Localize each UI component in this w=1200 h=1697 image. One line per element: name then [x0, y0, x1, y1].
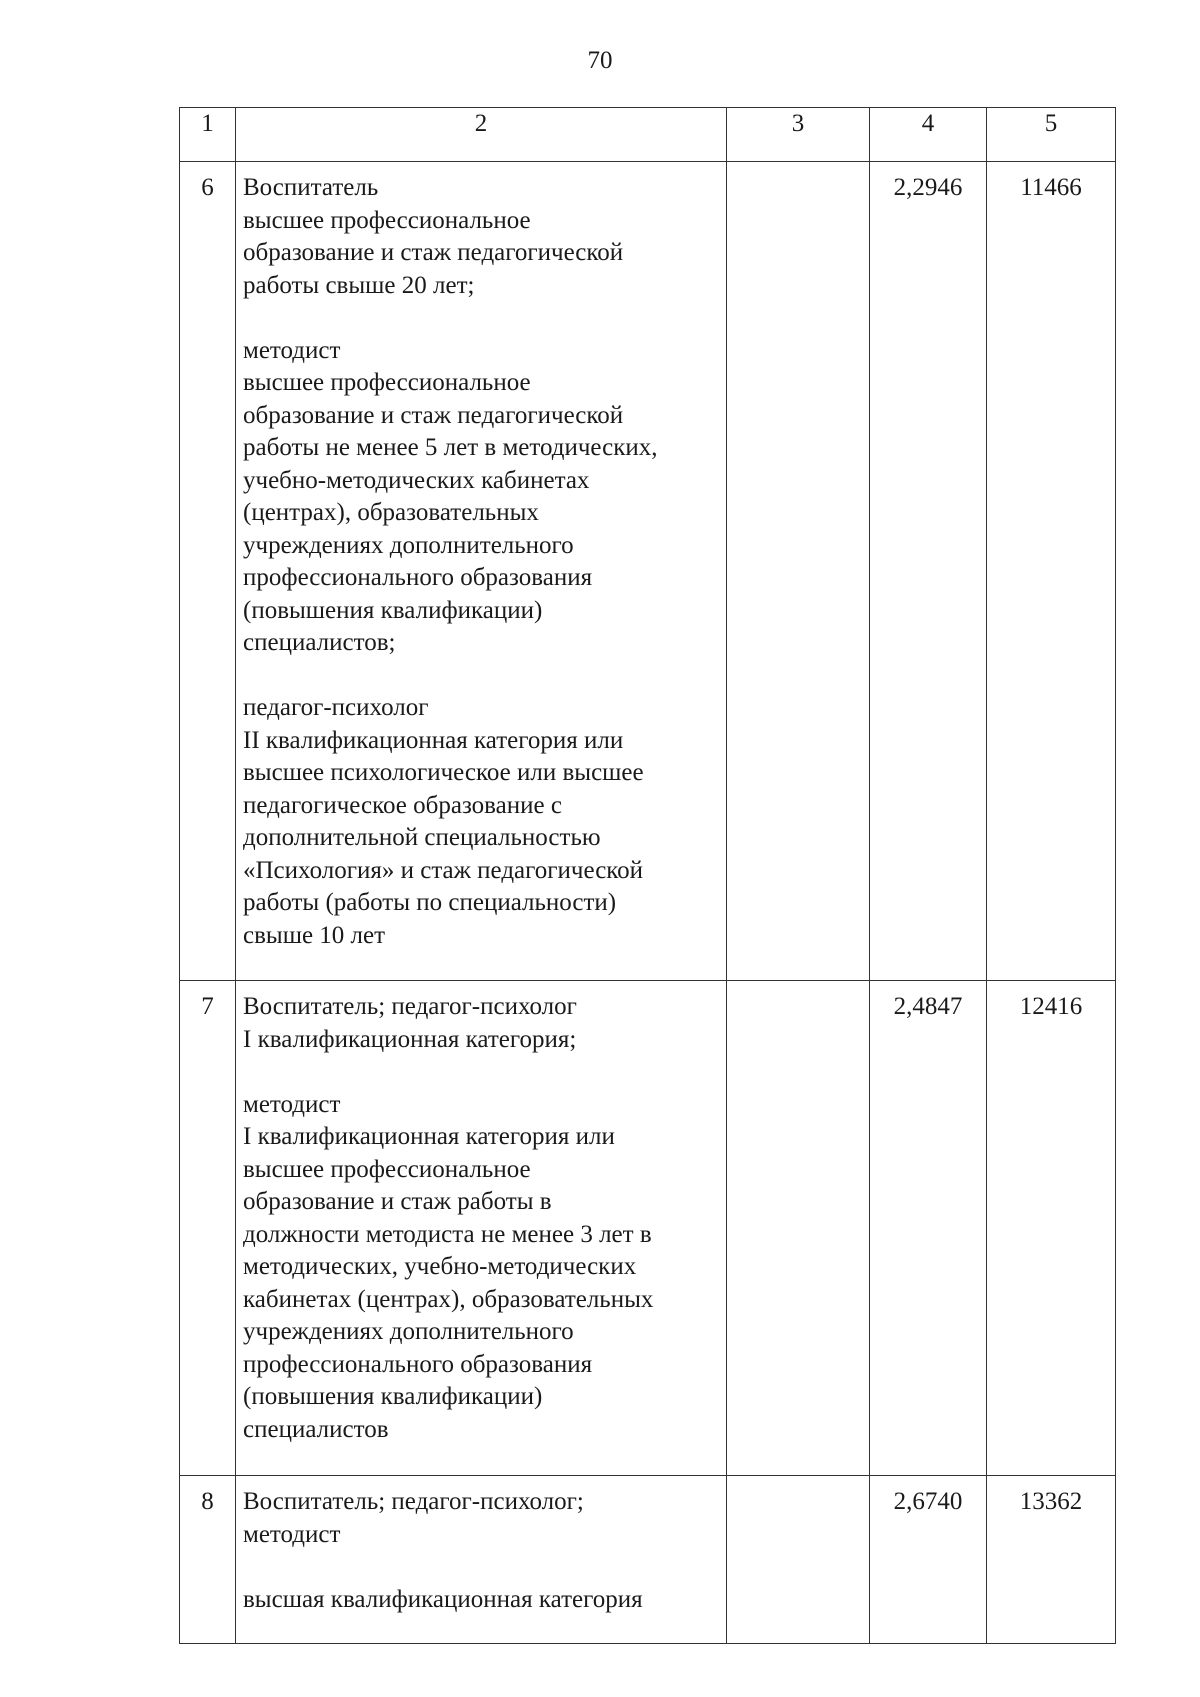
header-cell-5: 5 — [987, 108, 1116, 162]
description-line: высшее профессиональное — [243, 369, 531, 396]
coefficient-cell: 2,4847 — [870, 981, 987, 1476]
description-paragraph — [243, 1584, 718, 1617]
description-line: I квалификационная категория; — [243, 1025, 577, 1053]
header-cell-2: 2 — [236, 108, 727, 162]
salary-cell: 11466 — [987, 162, 1116, 981]
description-line: высшее профессиональное — [243, 206, 531, 234]
description-line: методист — [243, 1520, 341, 1548]
description-line: методист — [243, 1090, 341, 1118]
description-paragraph — [243, 692, 718, 952]
description-line: дополнительной специальностью — [243, 824, 601, 851]
description-line: (центрах), образовательных — [243, 499, 539, 526]
column-3-cell — [727, 981, 870, 1476]
description-line: «Психология» и стаж педагогической — [243, 856, 644, 884]
description-line: высшая квалификационная категория — [243, 1585, 643, 1613]
description-paragraph — [243, 1089, 718, 1447]
row-number: 6 — [180, 162, 236, 981]
description-line: специалистов; — [243, 629, 396, 656]
table-header-row — [180, 108, 1116, 162]
description-line: методист — [243, 336, 341, 364]
description-line: методических, учебно-методических — [243, 1253, 637, 1280]
description-line: II квалификационная категория или — [243, 726, 624, 754]
position-description — [236, 1476, 727, 1644]
description-paragraph — [243, 172, 718, 302]
description-line: педагог-психолог — [243, 694, 429, 721]
description-line: образование и стаж педагогической — [243, 401, 624, 429]
coefficient-cell: 2,6740 — [870, 1476, 987, 1644]
header-cell-4: 4 — [870, 108, 987, 162]
salary-cell: 12416 — [987, 981, 1116, 1476]
table-row — [180, 1476, 1116, 1644]
description-line: работы свыше 20 лет; — [243, 271, 475, 299]
description-line: профессионального образования — [243, 1350, 593, 1378]
description-line: Воспитатель; педагог-психолог; — [243, 1488, 584, 1515]
description-paragraph — [243, 335, 718, 660]
description-line: (повышения квалификации) — [243, 1383, 543, 1410]
header-cell-3: 3 — [727, 108, 870, 162]
row-number: 7 — [180, 981, 236, 1476]
row-number: 8 — [180, 1476, 236, 1644]
rates-table — [179, 107, 1116, 1644]
description-line: профессионального образования — [243, 564, 593, 591]
column-3-cell — [727, 162, 870, 981]
table-row — [180, 981, 1116, 1476]
column-3-cell — [727, 1476, 870, 1644]
salary-cell: 13362 — [987, 1476, 1116, 1644]
description-line: учебно-методических кабинетах — [243, 466, 590, 494]
description-line: Воспитатель — [243, 174, 379, 201]
description-line: кабинетах (центрах), образовательных — [243, 1285, 654, 1313]
page-number: 70 — [587, 47, 613, 74]
description-line: (повышения квалификации) — [243, 596, 543, 624]
description-line: специалистов — [243, 1415, 389, 1443]
coefficient-cell: 2,2946 — [870, 162, 987, 981]
description-paragraph — [243, 991, 718, 1056]
description-paragraph — [243, 1486, 718, 1551]
description-line: работы не менее 5 лет в методических, — [243, 434, 658, 461]
description-line: высшее профессиональное — [243, 1155, 531, 1183]
description-line: свыше 10 лет — [243, 921, 386, 949]
description-line: высшее психологическое или высшее — [243, 759, 644, 786]
description-line: педагогическое образование с — [243, 791, 562, 819]
description-line: учреждениях дополнительного — [243, 531, 574, 559]
header-cell-1: 1 — [180, 108, 236, 162]
description-line: работы (работы по специальности) — [243, 889, 617, 916]
description-line: учреждениях дополнительного — [243, 1318, 574, 1345]
description-line: должности методиста не менее 3 лет в — [243, 1220, 652, 1248]
description-line: I квалификационная категория или — [243, 1123, 615, 1150]
position-description — [236, 162, 727, 981]
table-row — [180, 162, 1116, 981]
description-line: образование и стаж работы в — [243, 1188, 552, 1215]
description-line: образование и стаж педагогической — [243, 239, 624, 266]
position-description — [236, 981, 727, 1476]
description-line: Воспитатель; педагог-психолог — [243, 993, 577, 1020]
